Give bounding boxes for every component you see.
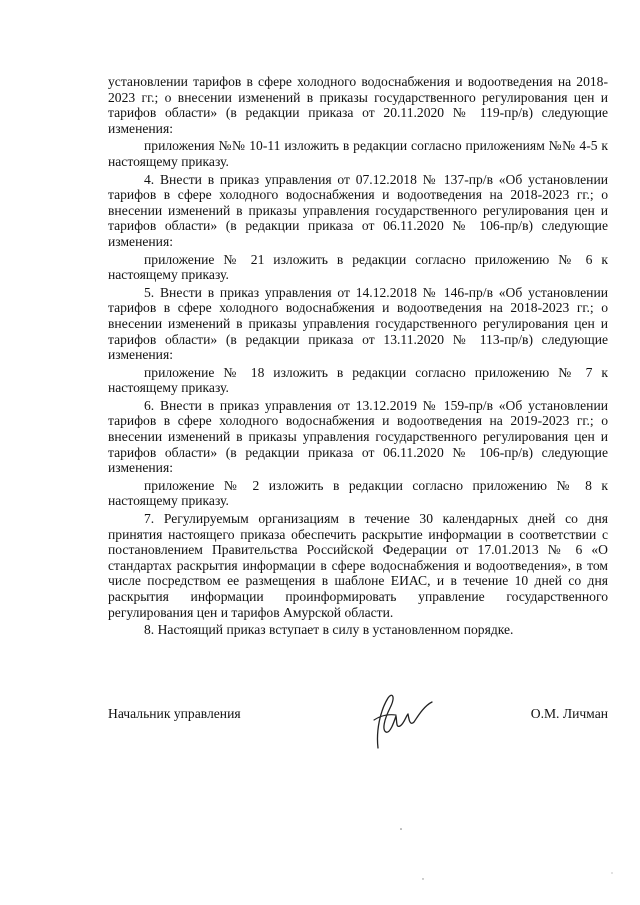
paragraph-item: приложения №№ 10-11 изложить в редакции согласно приложениям №№ 4-5 к настоящему приказу. <box>108 138 608 169</box>
paragraph-item-4: 4. Внести в приказ управления от 07.12.2018 № 137-пр/в «Об установлении тарифов в сфере холодного водоснабжения и водоотведения на 2018-2023 гг.; о внесении изменений в приказы управления государственного регулирования цен и тарифов области» (в редакции приказа от 06.11.2020 № 106-пр/в) следующие изменения: <box>108 171 608 249</box>
signatory-title: Начальник управления <box>108 706 241 721</box>
signatory-name: О.М. Личман <box>530 706 608 721</box>
paragraph-item: приложение № 21 изложить в редакции согласно приложению № 6 к настоящему приказу. <box>108 251 608 283</box>
document-body <box>108 74 608 640</box>
paragraph-continuation: установлении тарифов в сфере холодного водоснабжения и водоотведения на 2018-2023 гг.; о внесении изменений в приказы государственного регулирования цен и тарифов области» (в редакции приказа от 20.11.2020 № 119-пр/в) следующие изменения: <box>108 74 608 136</box>
paragraph-item-8: 8. Настоящий приказ вступает в силу в установленном порядке. <box>144 622 514 638</box>
paragraph-item-5: 5. Внести в приказ управления от 14.12.2018 № 146-пр/в «Об установлении тарифов в сфере холодного водоснабжения и водоотведения на 2018-2023 гг.; о внесении изменений в приказы управления государственного регулирования цен и тарифов области» (в редакции приказа от 13.11.2020 № 113-пр/в) следующие изменения: <box>108 284 608 363</box>
paragraph-item: приложение № 18 изложить в редакции согласно приложению № 7 к настоящему приказу. <box>108 364 608 396</box>
paragraph-item: приложение № 2 изложить в редакции согласно приложению № 8 к настоящему приказу. <box>108 477 608 509</box>
paragraph-item-6: 6. Внести в приказ управления от 13.12.2019 № 159-пр/в «Об установлении тарифов в сфере холодного водоснабжения и водоотведения на 2019-2023 гг.; о внесении изменений в приказы управления государственного регулирования цен и тарифов области» (в редакции приказа от 06.11.2020 № 106-пр/в) следующие изменения: <box>108 397 608 476</box>
handwritten-signature <box>366 686 436 756</box>
paragraph-item-7: 7. Регулируемым организациям в течение 30 календарных дней со дня принятия настоящего приказа обеспечить раскрытие информации в соответствии с постановлением Правительства Российской Федерации от 17.01.2013 № 6 «О стандартах раскрытия информации в сфере водоснабжения и водоотведения», в том числе посредством ее размещения в шаблоне ЕИАС, и в течение 10 дней со дня раскрытия информации проинформировать управление государственного регулирования цен и тарифов Амурской области. <box>108 511 608 620</box>
